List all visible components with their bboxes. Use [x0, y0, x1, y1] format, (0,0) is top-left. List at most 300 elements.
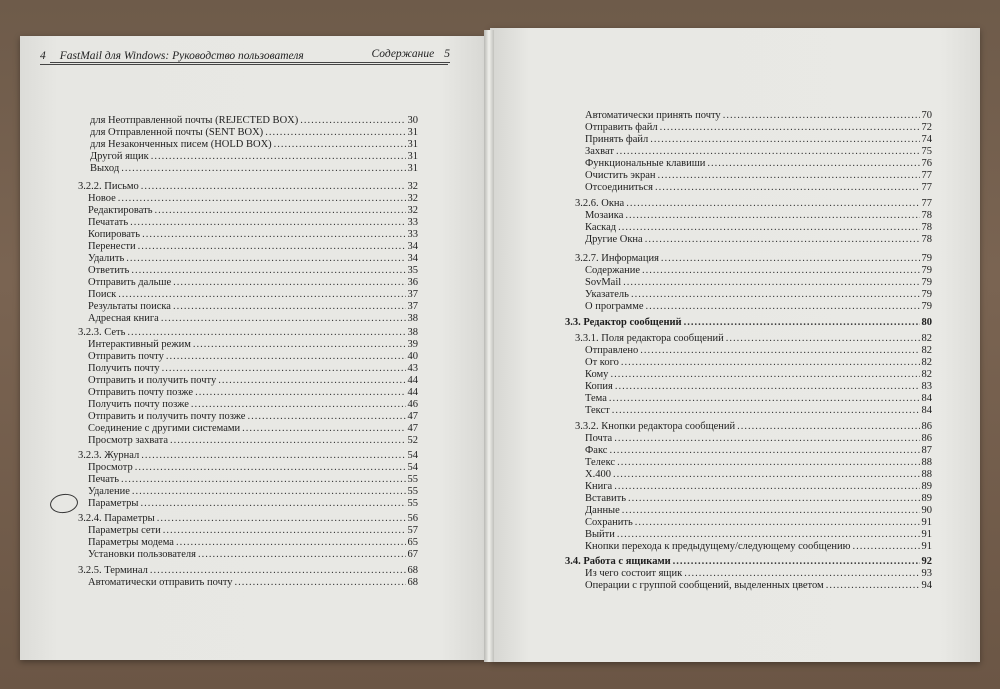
- toc-entry-page: 74: [921, 134, 932, 145]
- toc-entry: [585, 345, 932, 357]
- toc-entry-page: 93: [921, 568, 932, 579]
- toc-leader-dots: [118, 193, 406, 205]
- toc-leader-dots: [118, 289, 405, 301]
- toc-entry: [585, 110, 932, 122]
- toc-entry-label: Очистить экран: [585, 170, 656, 181]
- toc-leader-dots: [616, 146, 920, 158]
- toc-entry: [88, 435, 418, 447]
- toc-entry-page: 34: [407, 253, 418, 264]
- toc-entry-page: 91: [921, 517, 932, 528]
- toc-entry-label: Операции с группой сообщений, выделенных цветом: [585, 580, 824, 591]
- toc-entry: [88, 363, 418, 375]
- toc-leader-dots: [141, 181, 406, 193]
- toc-entry-label: 3.2.3. Сеть: [78, 327, 126, 338]
- toc-entry: [88, 423, 418, 435]
- toc-entry-page: 94: [921, 580, 932, 591]
- toc-entry-page: 79: [921, 301, 932, 312]
- toc-entry: [88, 229, 418, 241]
- toc-entry: [88, 498, 418, 510]
- toc-entry-label: X.400: [585, 469, 611, 480]
- toc-entry-label: Выход: [90, 163, 120, 174]
- toc-leader-dots: [673, 556, 920, 568]
- toc-entry-label: Выйти: [585, 529, 615, 540]
- toc-entry-label: 3.2.6. Окна: [575, 198, 625, 209]
- toc-entry: [90, 151, 418, 163]
- toc-entry: [88, 411, 418, 423]
- toc-leader-dots: [127, 327, 405, 339]
- toc-entry: [585, 301, 932, 313]
- toc-entry-page: 84: [921, 393, 932, 404]
- toc-leader-dots: [609, 445, 919, 457]
- toc-entry: [565, 317, 932, 329]
- toc-entry: [88, 277, 418, 289]
- toc-entry-page: 32: [407, 181, 418, 192]
- toc-leader-dots: [242, 423, 405, 435]
- toc-entry-label: 3.3.2. Кнопки редактора сообщений: [575, 421, 736, 432]
- toc-entry: [585, 405, 932, 417]
- toc-entry-page: 57: [407, 525, 418, 536]
- toc-entry: [585, 222, 932, 234]
- toc-entry-page: 43: [407, 363, 418, 374]
- toc-leader-dots: [198, 549, 405, 561]
- toc-leader-dots: [218, 375, 405, 387]
- toc-entry: [585, 234, 932, 246]
- toc-entry: [585, 580, 932, 592]
- toc-leader-dots: [274, 139, 406, 151]
- toc-entry: [585, 146, 932, 158]
- toc-entry-label: Мозаика: [585, 210, 624, 221]
- toc-entry-page: 91: [921, 541, 932, 552]
- toc-entry: [88, 205, 418, 217]
- toc-leader-dots: [162, 363, 406, 375]
- toc-leader-dots: [617, 529, 920, 541]
- toc-entry: [585, 170, 932, 182]
- toc-entry: [90, 127, 418, 139]
- toc-entry-page: 86: [921, 433, 932, 444]
- toc-entry: [78, 327, 418, 339]
- toc-entry-label: Из чего состоит ящик: [585, 568, 683, 579]
- toc-entry-label: Копия: [585, 381, 613, 392]
- toc-entry-page: 44: [407, 387, 418, 398]
- toc-leader-dots: [615, 381, 920, 393]
- toc-entry-label: Другие Окна: [585, 234, 643, 245]
- toc-entry-label: О программе: [585, 301, 644, 312]
- toc-entry-page: 40: [407, 351, 418, 362]
- toc-leader-dots: [622, 505, 920, 517]
- toc-entry-label: Вставить: [585, 493, 626, 504]
- toc-entry-page: 38: [407, 313, 418, 324]
- toc-entry-label: Данные: [585, 505, 620, 516]
- right-page-header: [50, 48, 450, 63]
- toc-entry-page: 84: [921, 405, 932, 416]
- toc-entry-label: Перенести: [88, 241, 136, 252]
- toc-entry-page: 77: [921, 198, 932, 209]
- toc-entry-page: 67: [407, 549, 418, 560]
- toc-entry-page: 55: [407, 474, 418, 485]
- toc-entry-page: 88: [921, 457, 932, 468]
- toc-entry-label: Книга: [585, 481, 613, 492]
- toc-entry-page: 35: [407, 265, 418, 276]
- toc-entry: [585, 505, 932, 517]
- toc-entry-page: 79: [921, 265, 932, 276]
- toc-entry: [585, 369, 932, 381]
- toc-entry: [88, 486, 418, 498]
- toc-entry: [88, 193, 418, 205]
- toc-entry-page: 32: [407, 193, 418, 204]
- toc-entry-page: 32: [407, 205, 418, 216]
- left-page-number: 4: [40, 50, 46, 62]
- toc-entry-page: 91: [921, 529, 932, 540]
- toc-entry-page: 89: [921, 481, 932, 492]
- toc-entry-page: 82: [921, 345, 932, 356]
- toc-entry: [88, 301, 418, 313]
- toc-entry-page: 55: [407, 486, 418, 497]
- toc-entry: [88, 265, 418, 277]
- toc-entry-page: 78: [921, 210, 932, 221]
- toc-entry: [88, 399, 418, 411]
- toc-entry-page: 88: [921, 469, 932, 480]
- toc-entry-page: 38: [407, 327, 418, 338]
- toc-entry: [585, 265, 932, 277]
- toc-entry-page: 82: [921, 357, 932, 368]
- toc-entry-label: Отсоединиться: [585, 182, 653, 193]
- toc-entry-page: 92: [921, 556, 932, 567]
- toc-entry-label: Кому: [585, 369, 609, 380]
- toc-entry-label: SovMail: [585, 277, 622, 288]
- toc-entry-page: 46: [407, 399, 418, 410]
- toc-entry-page: 89: [921, 493, 932, 504]
- toc-entry: [585, 158, 932, 170]
- toc-entry-label: Отправить и получить почту: [88, 375, 217, 386]
- toc-entry-label: Отправить почту: [88, 351, 164, 362]
- toc-entry: [585, 469, 932, 481]
- toc-entry: [88, 313, 418, 325]
- toc-entry: [88, 253, 418, 265]
- toc-entry-label: Отправить файл: [585, 122, 658, 133]
- toc-entry-label: Копировать: [88, 229, 141, 240]
- toc-leader-dots: [161, 313, 406, 325]
- toc-entry-page: 31: [407, 151, 418, 162]
- toc-leader-dots: [235, 577, 406, 589]
- toc-entry-page: 52: [407, 435, 418, 446]
- toc-entry-label: Интерактивный режим: [88, 339, 191, 350]
- toc-entry-label: 3.2.2. Письмо: [78, 181, 139, 192]
- toc-entry-label: Ответить: [88, 265, 130, 276]
- toc-entry-label: 3.2.7. Информация: [575, 253, 659, 264]
- toc-leader-dots: [661, 253, 920, 265]
- toc-entry: [88, 339, 418, 351]
- toc-leader-dots: [612, 405, 920, 417]
- toc-entry: [585, 122, 932, 134]
- toc-leader-dots: [650, 134, 919, 146]
- toc-entry-label: Отправлено: [585, 345, 639, 356]
- toc-entry-label: Факс: [585, 445, 608, 456]
- toc-entry: [575, 253, 932, 265]
- toc-leader-dots: [126, 253, 405, 265]
- toc-leader-dots: [737, 421, 919, 433]
- toc-entry: [88, 577, 418, 589]
- toc-entry: [575, 198, 932, 210]
- toc-entry: [90, 163, 418, 175]
- toc-entry-label: Другой ящик: [90, 151, 149, 162]
- toc-entry: [88, 289, 418, 301]
- toc-entry-label: Параметры модема: [88, 537, 174, 548]
- toc-leader-dots: [121, 163, 405, 175]
- toc-entry: [78, 565, 418, 577]
- toc-entry-label: Тема: [585, 393, 607, 404]
- toc-entry-label: Установки пользователя: [88, 549, 197, 560]
- toc-leader-dots: [626, 198, 919, 210]
- toc-entry-label: 3.2.5. Терминал: [78, 565, 148, 576]
- toc-entry-page: 75: [921, 146, 932, 157]
- toc-entry: [585, 134, 932, 146]
- toc-entry-label: 3.2.4. Параметры: [78, 513, 155, 524]
- toc-entry-page: 54: [407, 462, 418, 473]
- toc-entry-label: Удалить: [88, 253, 125, 264]
- toc-entry-page: 79: [921, 253, 932, 264]
- toc-leader-dots: [613, 469, 920, 481]
- toc-entry-page: 79: [921, 277, 932, 288]
- toc-entry: [88, 462, 418, 474]
- toc-leader-dots: [623, 277, 919, 289]
- toc-leader-dots: [618, 222, 919, 234]
- toc-leader-dots: [247, 411, 405, 423]
- toc-leader-dots: [617, 457, 919, 469]
- toc-entry: [88, 375, 418, 387]
- toc-entry-label: Почта: [585, 433, 613, 444]
- book-spine: [484, 30, 494, 662]
- toc-entry-label: Параметры: [88, 498, 139, 509]
- toc-entry-label: Принять файл: [585, 134, 649, 145]
- toc-entry-page: 37: [407, 301, 418, 312]
- toc-entry: [575, 333, 932, 345]
- toc-entry-label: Кнопки перехода к предыдущему/следующему сообщению: [585, 541, 851, 552]
- toc-entry-label: Отправить дальше: [88, 277, 172, 288]
- toc-entry: [585, 568, 932, 580]
- toc-leader-dots: [193, 339, 406, 351]
- toc-entry-page: 54: [407, 450, 418, 461]
- toc-leader-dots: [723, 110, 920, 122]
- toc-entry-label: Новое: [88, 193, 116, 204]
- toc-entry-label: 3.4. Работа с ящиками: [565, 556, 671, 567]
- toc-entry-label: Просмотр захвата: [88, 435, 168, 446]
- toc-entry-label: Удаление: [88, 486, 130, 497]
- toc-entry-page: 78: [921, 234, 932, 245]
- toc-entry: [88, 537, 418, 549]
- toc-leader-dots: [684, 568, 919, 580]
- toc-entry: [585, 445, 932, 457]
- toc-entry-page: 68: [407, 565, 418, 576]
- toc-entry-label: Получить почту: [88, 363, 160, 374]
- toc-entry-page: 77: [921, 170, 932, 181]
- toc-entry: [585, 381, 932, 393]
- toc-entry: [88, 474, 418, 486]
- toc-entry: [90, 139, 418, 151]
- toc-entry-label: для Отправленной почты (SENT BOX): [90, 127, 264, 138]
- toc-entry: [585, 481, 932, 493]
- toc-leader-dots: [170, 435, 406, 447]
- toc-leader-dots: [614, 433, 919, 445]
- toc-entry-page: 90: [921, 505, 932, 516]
- toc-entry-label: Печать: [88, 474, 120, 485]
- toc-leader-dots: [826, 580, 920, 592]
- toc-entry-page: 33: [407, 229, 418, 240]
- toc-entry-page: 33: [407, 217, 418, 228]
- toc-entry-page: 77: [921, 182, 932, 193]
- toc-leader-dots: [684, 317, 920, 329]
- toc-leader-dots: [655, 182, 920, 194]
- toc-leader-dots: [138, 241, 406, 253]
- toc-leader-dots: [645, 234, 920, 246]
- toc-entry-page: 86: [921, 421, 932, 432]
- toc-leader-dots: [166, 351, 406, 363]
- toc-entry-label: для Незаконченных писем (HOLD BOX): [90, 139, 272, 150]
- toc-entry-page: 47: [407, 411, 418, 422]
- toc-entry-label: Указатель: [585, 289, 629, 300]
- toc-leader-dots: [140, 498, 405, 510]
- toc-entry-label: для Неотправленной почты (REJECTED BOX): [90, 115, 299, 126]
- toc-entry-label: Результаты поиска: [88, 301, 171, 312]
- toc-entry: [585, 529, 932, 541]
- toc-entry-page: 78: [921, 222, 932, 233]
- toc-entry-page: 79: [921, 289, 932, 300]
- toc-entry: [78, 181, 418, 193]
- toc-entry-page: 72: [921, 122, 932, 133]
- toc-entry-page: 44: [407, 375, 418, 386]
- toc-entry: [88, 217, 418, 229]
- toc-entry-label: Сохранить: [585, 517, 633, 528]
- toc-entry: [585, 493, 932, 505]
- toc-entry-page: 82: [921, 333, 932, 344]
- toc-entry-label: Автоматически отправить почту: [88, 577, 233, 588]
- toc-entry-page: 36: [407, 277, 418, 288]
- toc-entry: [88, 387, 418, 399]
- toc-entry: [565, 556, 932, 568]
- toc-entry-label: Функциональные клавиши: [585, 158, 706, 169]
- toc-leader-dots: [300, 115, 405, 127]
- toc-leader-dots: [852, 541, 919, 553]
- left-page-running-title: FastMail для Windows: Руководство пользователя: [59, 50, 304, 62]
- toc-entry-label: 3.2.3. Журнал: [78, 450, 140, 461]
- toc-leader-dots: [173, 301, 406, 313]
- toc-entry-page: 39: [407, 339, 418, 350]
- toc-entry-label: Адресная книга: [88, 313, 159, 324]
- toc-leader-dots: [157, 513, 406, 525]
- toc-leader-dots: [660, 122, 920, 134]
- toc-entry-page: 31: [407, 139, 418, 150]
- toc-entry-label: Отправить и получить почту позже: [88, 411, 246, 422]
- toc-entry: [585, 210, 932, 222]
- toc-entry: [88, 351, 418, 363]
- toc-leader-dots: [135, 462, 406, 474]
- toc-leader-dots: [646, 301, 920, 313]
- toc-entry: [585, 393, 932, 405]
- toc-entry-label: Параметры сети: [88, 525, 161, 536]
- toc-entry: [78, 450, 418, 462]
- toc-entry: [585, 517, 932, 529]
- toc-leader-dots: [658, 170, 920, 182]
- toc-entry-page: 55: [407, 498, 418, 509]
- toc-leader-dots: [132, 486, 406, 498]
- toc-entry-page: 82: [921, 369, 932, 380]
- toc-entry: [585, 357, 932, 369]
- toc-entry-page: 37: [407, 289, 418, 300]
- toc-entry-label: Захват: [585, 146, 614, 157]
- toc-entry-page: 76: [921, 158, 932, 169]
- toc-entry-page: 70: [921, 110, 932, 121]
- toc-entry: [585, 289, 932, 301]
- toc-entry-page: 47: [407, 423, 418, 434]
- toc-entry-page: 83: [921, 381, 932, 392]
- toc-entry-label: От кого: [585, 357, 619, 368]
- toc-entry: [88, 241, 418, 253]
- toc-leader-dots: [707, 158, 919, 170]
- toc-entry-label: Получить почту позже: [88, 399, 189, 410]
- toc-leader-dots: [130, 217, 405, 229]
- toc-leader-dots: [614, 481, 919, 493]
- right-page-number: 5: [444, 48, 450, 60]
- toc-entry-label: 3.3. Редактор сообщений: [565, 317, 682, 328]
- toc-entry: [90, 115, 418, 127]
- toc-entry: [575, 421, 932, 433]
- toc-leader-dots: [635, 517, 920, 529]
- toc-leader-dots: [131, 265, 405, 277]
- toc-entry-page: 56: [407, 513, 418, 524]
- toc-leader-dots: [154, 205, 405, 217]
- toc-leader-dots: [121, 474, 405, 486]
- toc-entry: [88, 525, 418, 537]
- toc-entry-page: 80: [921, 317, 932, 328]
- toc-leader-dots: [191, 399, 406, 411]
- toc-leader-dots: [621, 357, 920, 369]
- toc-entry-label: Текст: [585, 405, 610, 416]
- toc-leader-dots: [631, 289, 920, 301]
- toc-entry-label: Содержание: [585, 265, 641, 276]
- toc-leader-dots: [625, 210, 919, 222]
- toc-entry-page: 87: [921, 445, 932, 456]
- toc-entry: [585, 433, 932, 445]
- toc-entry: [585, 182, 932, 194]
- toc-leader-dots: [150, 565, 406, 577]
- toc-leader-dots: [642, 265, 919, 277]
- toc-entry: [585, 541, 932, 553]
- toc-entry-label: 3.3.1. Поля редактора сообщений: [575, 333, 724, 344]
- toc-entry-page: 30: [407, 115, 418, 126]
- toc-leader-dots: [176, 537, 406, 549]
- toc-leader-dots: [726, 333, 920, 345]
- toc-entry: [78, 513, 418, 525]
- toc-entry-label: Каскад: [585, 222, 617, 233]
- toc-entry-label: Редактировать: [88, 205, 153, 216]
- toc-entry: [88, 549, 418, 561]
- toc-entry-page: 34: [407, 241, 418, 252]
- toc-entry-page: 31: [407, 127, 418, 138]
- toc-leader-dots: [173, 277, 405, 289]
- toc-entry-label: Соединение с другими системами: [88, 423, 241, 434]
- toc-leader-dots: [265, 127, 405, 139]
- toc-entry-page: 68: [407, 577, 418, 588]
- toc-leader-dots: [628, 493, 920, 505]
- toc-entry-label: Автоматически принять почту: [585, 110, 721, 121]
- right-page-running-title: Содержание: [371, 48, 435, 60]
- toc-leader-dots: [610, 369, 919, 381]
- toc-leader-dots: [163, 525, 406, 537]
- toc-leader-dots: [142, 229, 405, 241]
- toc-entry: [585, 277, 932, 289]
- toc-entry-label: Просмотр: [88, 462, 133, 473]
- toc-entry: [585, 457, 932, 469]
- toc-leader-dots: [141, 450, 405, 462]
